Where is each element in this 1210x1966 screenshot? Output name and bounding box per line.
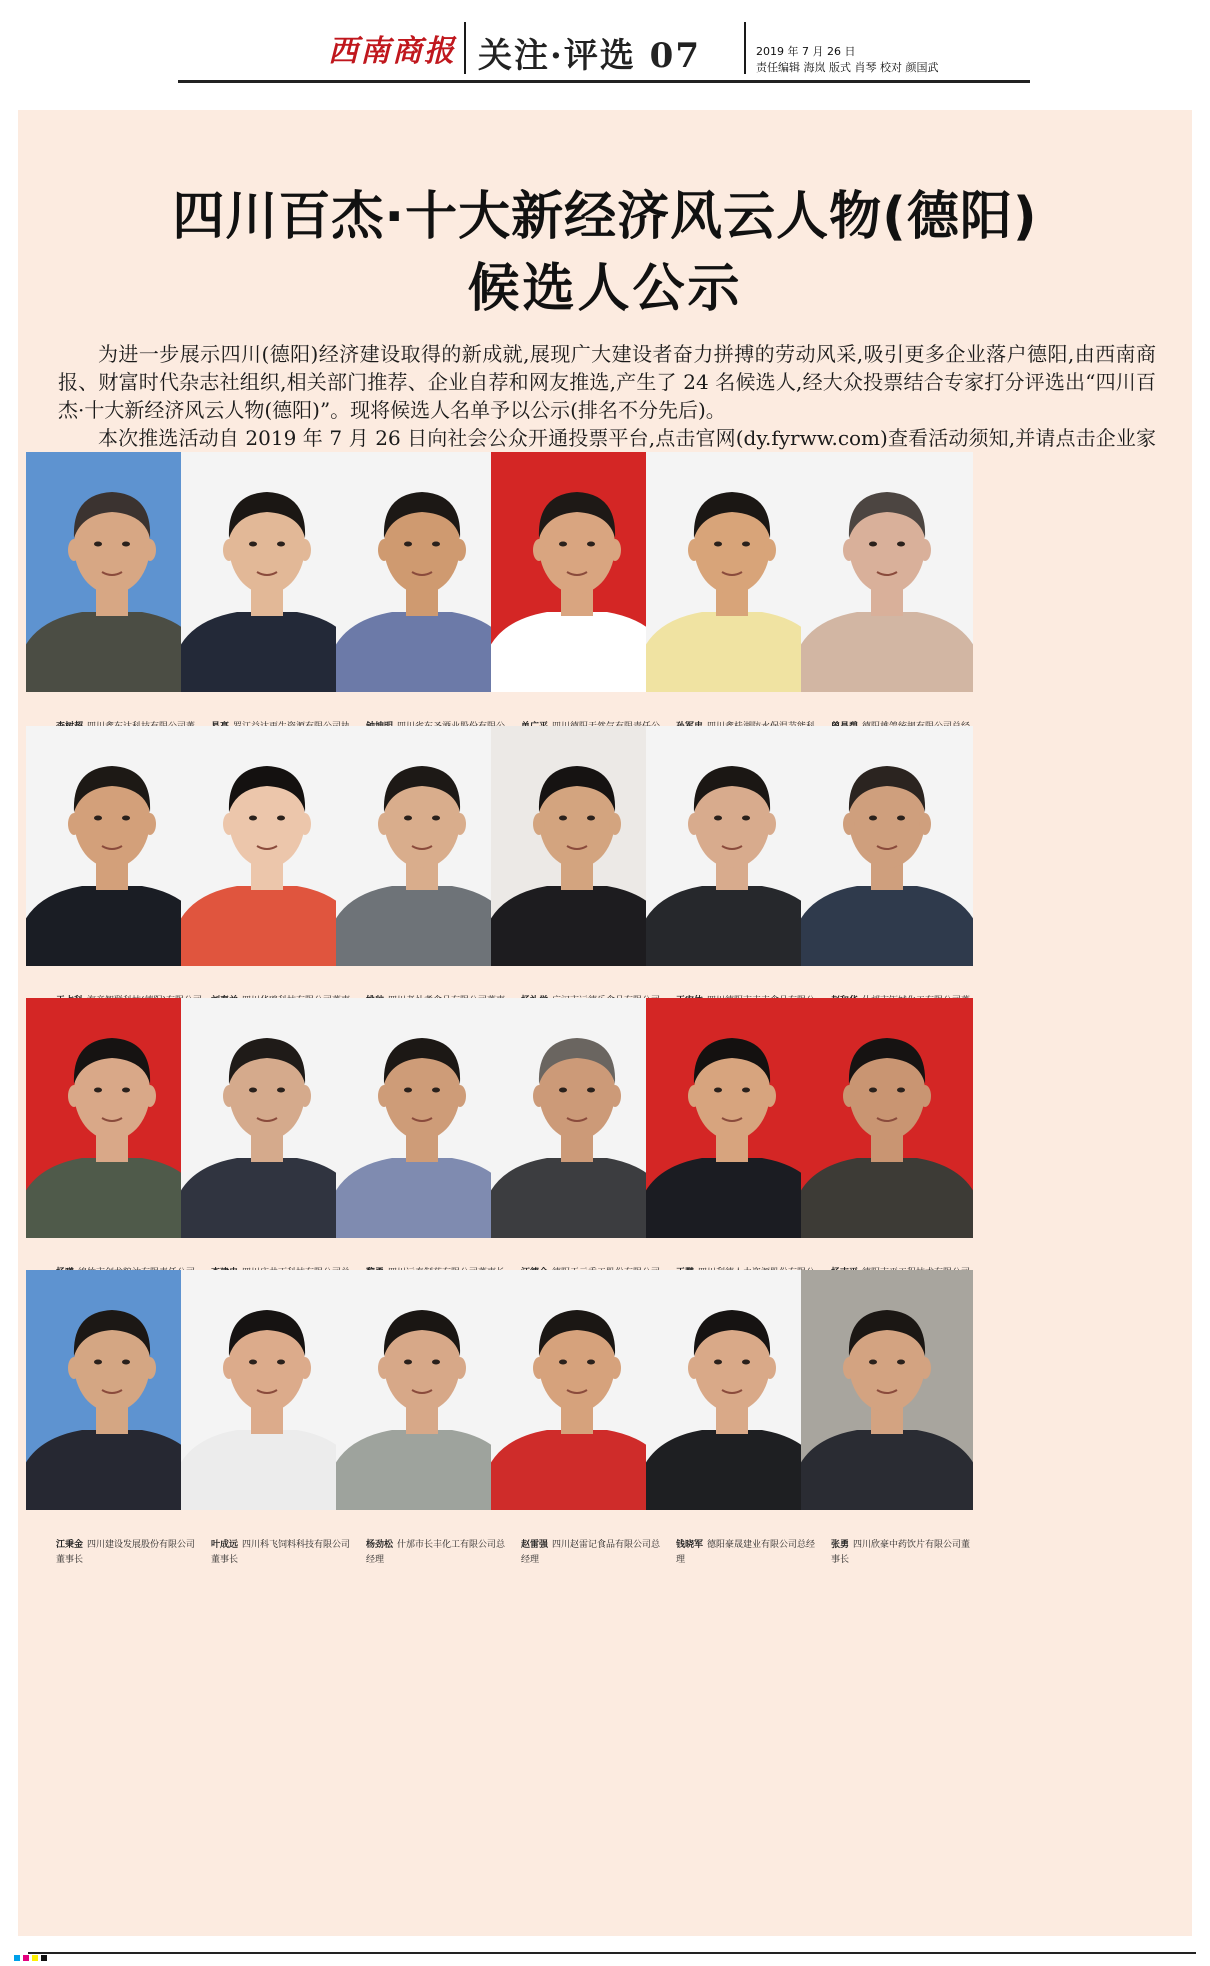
candidate-portrait[interactable]	[491, 452, 663, 692]
editor-credits: 责任编辑 海岚 版式 肖琴 校对 颜国武	[756, 61, 939, 74]
candidate-portrait[interactable]	[181, 726, 353, 966]
candidate-name: 杨劲松	[366, 1540, 394, 1550]
announcement-panel	[18, 110, 1192, 1936]
headline-subtitle: 候选人公示	[467, 259, 743, 319]
candidate-portrait[interactable]	[26, 452, 198, 692]
print-color-marks	[14, 1946, 50, 1965]
candidate-portrait[interactable]	[801, 998, 973, 1238]
masthead-divider	[464, 22, 466, 74]
candidate-title: 德阳豪晟建业有限公司总经理	[676, 1540, 816, 1565]
color-swatch	[23, 1955, 29, 1961]
candidate-name: 叶成远	[211, 1540, 239, 1550]
candidate-portrait[interactable]	[336, 452, 508, 692]
candidate-caption	[211, 1538, 359, 1568]
candidate-portrait[interactable]	[181, 998, 353, 1238]
intro-paragraph: 为进一步展示四川(德阳)经济建设取得的新成就,展现广大建设者奋力拼搏的劳动风采,吸引更多企业落户德阳,由西南商报、财富时代杂志社组织,相关部门推荐、企业自荐和网友推选,产生了 24 名候选人,经大众投票结合专家打分评选出“四川百杰·十大新经济风云人物(德阳)”。现将候选人名单予以公示(排名不分先后)。	[58, 342, 1156, 422]
color-swatch	[32, 1955, 38, 1961]
candidate-caption	[831, 1538, 979, 1568]
headline: 四川百杰·十大新经济风云人物(德阳)	[172, 187, 1038, 247]
candidate-portrait[interactable]	[801, 726, 973, 966]
candidate-caption	[56, 1538, 204, 1568]
candidate-portrait[interactable]	[336, 998, 508, 1238]
candidate-portrait[interactable]	[336, 726, 508, 966]
masthead-rule	[178, 80, 1030, 83]
candidate-portrait[interactable]	[181, 452, 353, 692]
candidate-title: 四川欣豪中药饮片有限公司董事长	[831, 1540, 971, 1565]
candidate-portrait[interactable]	[26, 1270, 198, 1510]
candidate-title: 四川赵雷记食品有限公司总经理	[521, 1540, 661, 1565]
candidate-portrait[interactable]	[26, 998, 198, 1238]
candidate-caption	[366, 1538, 514, 1568]
candidate-name: 江秉金	[56, 1540, 84, 1550]
candidate-portrait[interactable]	[801, 1270, 973, 1510]
candidate-portrait[interactable]	[336, 1270, 508, 1510]
candidate-portrait[interactable]	[646, 452, 818, 692]
candidate-portrait[interactable]	[646, 1270, 818, 1510]
masthead	[178, 14, 1030, 78]
candidate-name: 赵雷强	[521, 1540, 549, 1550]
color-swatch	[14, 1955, 20, 1961]
bottom-rule	[28, 1952, 1196, 1954]
masthead-divider	[744, 22, 746, 74]
candidate-caption	[676, 1538, 824, 1568]
candidate-name: 钱晓军	[676, 1540, 704, 1550]
candidate-portrait[interactable]	[491, 998, 663, 1238]
candidate-portrait[interactable]	[491, 1270, 663, 1510]
color-swatch	[41, 1955, 47, 1961]
candidate-title: 四川建设发展股份有限公司董事长	[56, 1540, 196, 1565]
candidate-title: 什邡市长丰化工有限公司总经理	[366, 1540, 506, 1565]
candidate-portrait[interactable]	[491, 726, 663, 966]
section-title: 关注·评选 07	[478, 36, 701, 76]
newspaper-logo: 西南商报	[328, 34, 456, 69]
candidate-portrait[interactable]	[646, 726, 818, 966]
intro-paragraph: 本次推选活动自 2019 年 7 月 26 日向社会公众开通投票平台,点击官网(dy.fyrww.com)查看活动须知,并请点击企业家	[98, 426, 1156, 450]
masthead-meta	[756, 44, 938, 76]
candidate-portrait[interactable]	[801, 452, 973, 692]
candidate-portrait[interactable]	[181, 1270, 353, 1510]
candidate-portrait[interactable]	[646, 998, 818, 1238]
candidate-title: 四川科飞饲料科技有限公司董事长	[211, 1540, 351, 1565]
candidate-name: 张勇	[831, 1540, 850, 1550]
candidate-caption	[521, 1538, 669, 1568]
issue-date: 2019 年 7 月 26 日	[756, 45, 856, 58]
candidate-portrait[interactable]	[26, 726, 198, 966]
